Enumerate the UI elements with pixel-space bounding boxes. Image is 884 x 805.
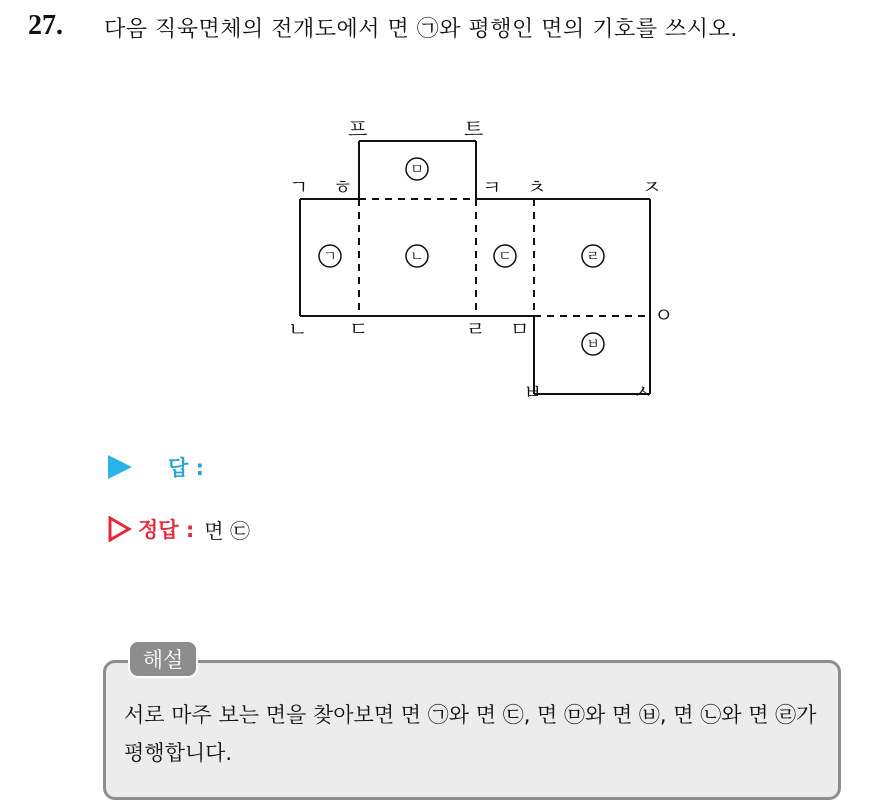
vertex-label: ㄹ: [466, 317, 486, 341]
solution-text: 서로 마주 보는 면을 찾아보면 면 ㉠와 면 ㉢, 면 ㉤와 면 ㉥, 면 ㉡와 면 ㉣가 평행합니다.: [124, 703, 817, 765]
vertex-label: 트: [464, 117, 484, 141]
face-label: ㄹ: [586, 249, 600, 265]
vertex-label: ㅂ: [523, 380, 543, 404]
face-label: ㅁ: [410, 162, 424, 178]
vertex-label: ㄴ: [288, 317, 308, 341]
vertex-label: 프: [348, 117, 368, 141]
vertex-label: ㅊ: [527, 175, 547, 199]
vertex-label: ㅈ: [642, 175, 662, 199]
solution-tag: 해설: [128, 640, 198, 678]
vertex-label: ㄷ: [349, 317, 369, 341]
vertex-label: ㅎ: [333, 175, 353, 199]
vertex-label: ㅇ: [654, 303, 674, 327]
vertex-label: ㄱ: [289, 175, 309, 199]
filled-triangle-icon: [108, 455, 132, 479]
outline-triangle-icon: [108, 516, 132, 542]
correct-answer-label: 정답 :: [138, 518, 195, 542]
face-label: ㄱ: [323, 249, 337, 265]
face-label: ㄷ: [498, 249, 512, 265]
vertex-label: ㅁ: [510, 317, 530, 341]
vertex-label: ㅅ: [633, 380, 653, 404]
question-number: 27.: [28, 10, 63, 41]
correct-answer-row: [108, 514, 250, 544]
answer-label: 답 :: [168, 456, 204, 480]
vertex-label: ㅋ: [482, 175, 502, 199]
face-label: ㄴ: [410, 249, 424, 265]
correct-answer-value: 면 ㉢: [204, 518, 250, 543]
answer-row: [108, 452, 204, 482]
question-text: 다음 직육면체의 전개도에서 면 ㉠와 평행인 면의 기호를 쓰시오.: [104, 17, 738, 42]
face-label: ㅂ: [586, 337, 600, 353]
